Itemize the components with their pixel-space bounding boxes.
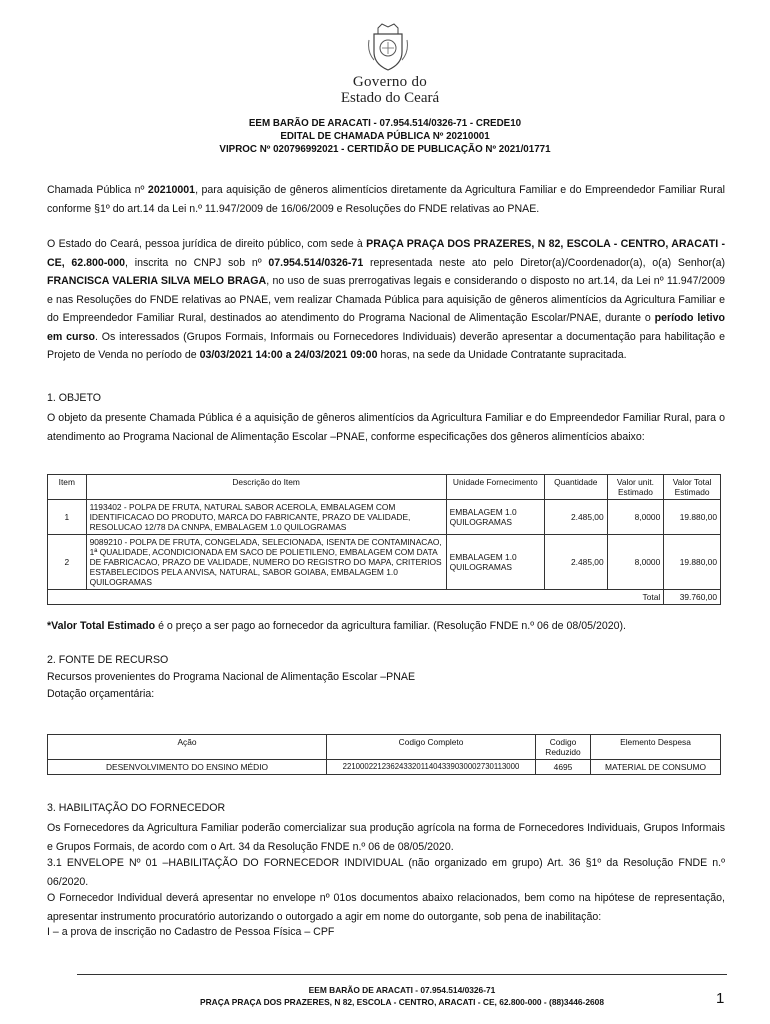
budget-table <box>47 734 721 775</box>
th-codigo: Codigo Completo <box>327 735 536 760</box>
total-value: 39.760,00 <box>664 590 721 605</box>
body-paragraph <box>47 235 725 365</box>
total-row <box>48 590 721 605</box>
footer-divider <box>77 974 727 975</box>
note-text: é o preço a ser pago ao fornecedor da agricultura familiar. (Resolução FNDE n.º 06 de 08/05/2020). <box>155 620 626 632</box>
cell-desc: 9089210 - POLPA DE FRUTA, CONGELADA, SELECIONADA, ISENTA DE CONTAMINACAO, 1ª QUALIDADE, ACONDICIONADA EM SACO DE POLIETILENO, EMBALAGEM COM DATA DE FABRICACAO, PRAZO DE VALIDADE, NUMERO DO REGISTRO DO MAPA, CRITERIOS ESTABELECIDOS PELA ANVISA, NATURAL, SABOR GOIABA, EMBALAGEM 1.0 QUILOGRAMAS <box>86 535 446 590</box>
cell-qtd: 2.485,00 <box>544 535 607 590</box>
cell-desc: 1193402 - POLPA DE FRUTA, NATURAL SABOR ACEROLA, EMBALAGEM COM IDENTIFICACAO DO PRODUTO, MARCA DO FABRICANTE, PRAZO DE VALIDADE, RESOLUCAO 12/78 DA CNNPA, EMBALAGEM 1.0 QUILOGRAMAS <box>86 500 446 535</box>
page-number: 1 <box>716 990 725 1007</box>
th-acao: Ação <box>48 735 327 760</box>
cell-qtd: 2.485,00 <box>544 500 607 535</box>
note-bold: *Valor Total Estimado <box>47 620 156 632</box>
th-vu: Valor unit. Estimado <box>607 475 664 500</box>
cell-vt: 19.880,00 <box>664 535 721 590</box>
cell-vu: 8,0000 <box>607 535 664 590</box>
gov-line2: Estado do Ceará <box>340 90 440 106</box>
header-line3: VIPROC Nº 020796992021 - CERTIDÃO DE PUBLICAÇÃO Nº 2021/01771 <box>219 144 551 155</box>
body-text-i: . Os interessados (Grupos Formais, Informais ou Fornecedores Individuais) deverão apresentar a documentação para habilitação e Projeto de Venda no período de <box>47 330 725 361</box>
cell-acao: DESENVOLVIMENTO DO ENSINO MÉDIO <box>48 760 327 775</box>
habil-p3: O Fornecedor Individual deverá apresentar no envelope nº 01os documentos abaixo relacionados, bem como na hipótese de representação, apresentar instrumento procuratório autorizando o outorgado a agir em nome do outorgante, sob pena de inabilitação: <box>47 892 725 923</box>
intro-paragraph <box>47 181 725 218</box>
th-elemento: Elemento Despesa <box>591 735 721 760</box>
fonte-line2: Dotação orçamentária: <box>47 688 155 700</box>
fonte-line1: Recursos provenientes do Programa Nacional de Alimentação Escolar –PNAE <box>47 671 416 683</box>
body-text-e: representada neste ato pelo Diretor(a)/Coordenador(a), o(a) Senhor(a) <box>363 256 725 269</box>
footer <box>77 984 727 1008</box>
valor-note <box>47 617 725 636</box>
budget-table-header <box>48 735 721 760</box>
cell-codigo: 22100022123624332011404339030002730113000 <box>327 760 536 775</box>
cell-vu: 8,0000 <box>607 500 664 535</box>
intro-text-a: Chamada Pública nº <box>47 184 148 196</box>
habil-p2: 3.1 ENVELOPE Nº 01 –HABILITAÇÃO DO FORNECEDOR INDIVIDUAL (não organizado em grupo) Art. 36 §1º da Resolução FNDE n.º 06/2020. <box>47 857 725 888</box>
footer-line1: EEM BARÃO DE ARACATI - 07.954.514/0326-71 <box>308 985 496 995</box>
document-header <box>0 117 770 156</box>
habil-p4: I – a prova de inscrição no Cadastro de Pessoa Física – CPF <box>47 926 335 938</box>
habil-p1: Os Fornecedores da Agricultura Familiar poderão comercializar sua produção agrícola na forma de Fornecedores Individuais, Grupos Informais e Grupos Formais, de acordo com o Art. 34 da Resolução FNDE n.º 06 de 08/05/2020. <box>47 822 725 853</box>
body-text-g: , no uso de suas prerrogativas legais e considerando o disposto no art.14, da Lei nº 11.947/2009 e nas Resoluções do FNDE relativas ao PNAE, vem realizar Chamada Pública para aquisição de gêneros alimentícios da Agricultura Familiar e do Empreendedor Familiar Rural, destinados ao atendimento do Programa Nacional de Alimentação Escolar/PNAE, durante o <box>47 275 725 324</box>
th-vt: Valor Total Estimado <box>664 475 721 500</box>
total-label: Total <box>48 590 664 605</box>
footer-line2: PRAÇA PRAÇA DOS PRAZERES, N 82, ESCOLA - CENTRO, ARACATI - CE, 62.800-000 - (88)3446-2608 <box>200 997 604 1007</box>
body-text-c: , inscrita no CNPJ sob nº <box>125 256 269 269</box>
body-director: FRANCISCA VALERIA SILVA MELO BRAGA <box>47 275 267 287</box>
items-table-header <box>48 475 721 500</box>
header-line2: EDITAL DE CHAMADA PÚBLICA Nº 20210001 <box>280 131 490 142</box>
th-qtd: Quantidade <box>544 475 607 500</box>
cell-unid: EMBALAGEM 1.0 QUILOGRAMAS <box>446 535 544 590</box>
objeto-text: O objeto da presente Chamada Pública é a aquisição de gêneros alimentícios da Agricultura Familiar e do Empreendedor Familiar Rural, para o atendimento ao Programa Nacional de Alimentação Escolar –PNAE, conforme especificações dos gêneros alimentícios abaixo: <box>47 412 725 443</box>
th-unid: Unidade Fornecimento <box>446 475 544 500</box>
fonte-title: 2. FONTE DE RECURSO <box>47 654 169 666</box>
government-logo-text <box>300 74 480 106</box>
body-text-a: O Estado do Ceará, pessoa jurídica de direito público, com sede à <box>47 238 367 250</box>
gov-line1: Governo do <box>352 74 428 90</box>
habil-title: 3. HABILITAÇÃO DO FORNECEDOR <box>47 802 226 814</box>
header-line1: EEM BARÃO DE ARACATI - 07.954.514/0326-71 - CREDE10 <box>248 118 522 129</box>
th-item: Item <box>48 475 87 500</box>
body-period: período letivo em curso <box>47 312 725 343</box>
body-address: PRAÇA PRAÇA DOS PRAZERES, N 82, ESCOLA - CENTRO, ARACATI - CE, 62.800-000 <box>47 238 725 269</box>
table-row <box>48 535 721 590</box>
body-dates: 03/03/2021 14:00 a 24/03/2021 09:00 <box>199 349 378 361</box>
cell-vt: 19.880,00 <box>664 500 721 535</box>
th-reduzido: Codigo Reduzido <box>536 735 591 760</box>
intro-number: 20210001 <box>147 184 196 196</box>
cell-reduzido: 4695 <box>536 760 591 775</box>
cell-elemento: MATERIAL DE CONSUMO <box>591 760 721 775</box>
th-desc: Descrição do Item <box>86 475 446 500</box>
body-cnpj: 07.954.514/0326-71 <box>268 256 364 269</box>
table-row <box>48 500 721 535</box>
items-table <box>47 474 721 605</box>
cell-item: 2 <box>48 535 87 590</box>
cell-item: 1 <box>48 500 87 535</box>
table-row <box>48 760 721 775</box>
intro-text-c: , para aquisição de gêneros alimentícios diretamente da Agricultura Familiar e do Empreendedor Familiar Rural conforme §1º do art.14 da Lei n.º 11.947/2009 de 16/06/2009 e Resoluções do FNDE relativas ao PNAE. <box>47 184 726 215</box>
objeto-title: 1. OBJETO <box>47 392 101 404</box>
cell-unid: EMBALAGEM 1.0 QUILOGRAMAS <box>446 500 544 535</box>
body-text-k: horas, na sede da Unidade Contratante supracitada. <box>377 349 627 361</box>
state-coat-of-arms-icon <box>366 22 410 72</box>
